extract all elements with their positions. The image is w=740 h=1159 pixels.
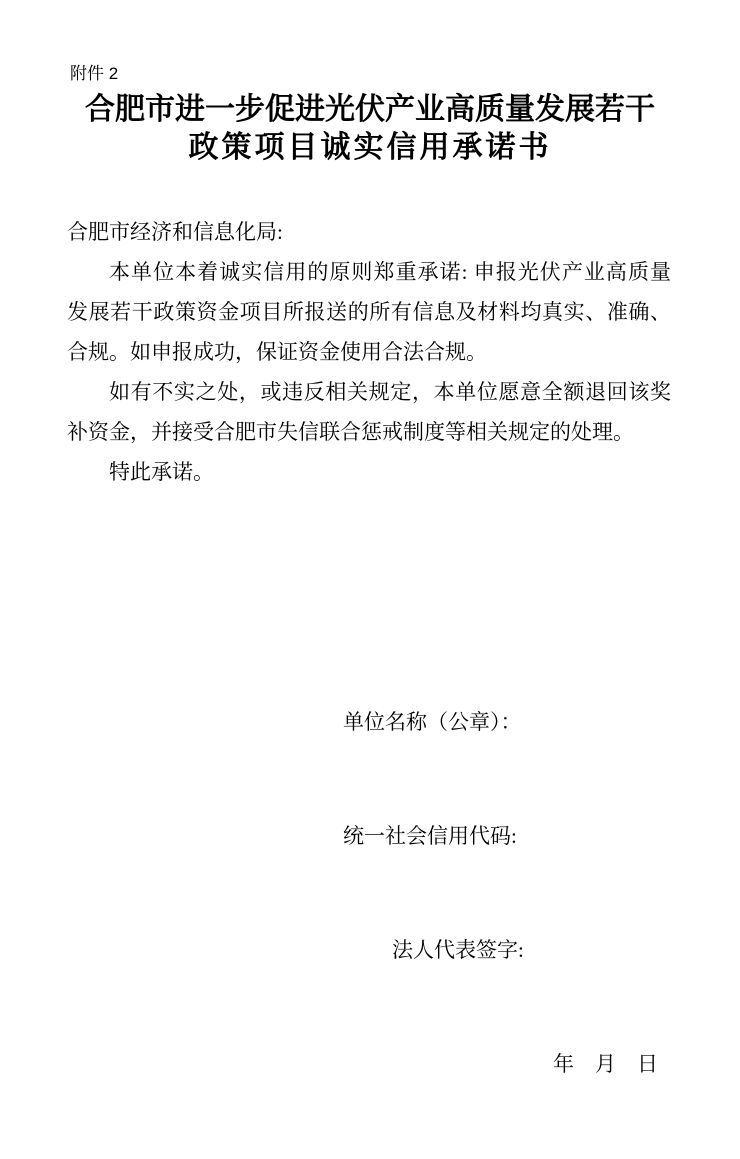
body-line: 本单位本着诚实信用的原则郑重承诺: 申报光伏产业高质量 [109, 260, 671, 284]
signature-block [343, 627, 658, 1159]
attachment-label: 附件 2 [70, 64, 119, 83]
body-line: 发展若干政策资金项目所报送的所有信息及材料均真实、准确、 [67, 300, 671, 324]
salutation-line: 合肥市经济和信息化局: [67, 220, 283, 244]
title-line-2: 政策项目诚实信用承诺书 [188, 131, 552, 164]
document-body [67, 212, 671, 492]
company-seal-label: 单位名称（公章）： [343, 710, 522, 734]
body-line: 补资金，并接受合肥市失信联合惩戒制度等相关规定的处理。 [67, 420, 634, 444]
title-line-1: 合肥市进一步促进光伏产业高质量发展若干 [85, 93, 655, 126]
body-line: 如有不实之处，或违反相关规定，本单位愿意全额退回该奖 [109, 380, 671, 404]
legal-rep-signature-label: 法人代表签字: [392, 938, 524, 962]
credit-code-label: 统一社会信用代码: [343, 824, 517, 848]
body-line: 合规。如申报成功，保证资金使用合法合规。 [67, 340, 487, 364]
date-label: 年 月 日 [553, 1052, 658, 1076]
closing-line: 特此承诺。 [109, 460, 214, 484]
document-title [0, 91, 740, 167]
